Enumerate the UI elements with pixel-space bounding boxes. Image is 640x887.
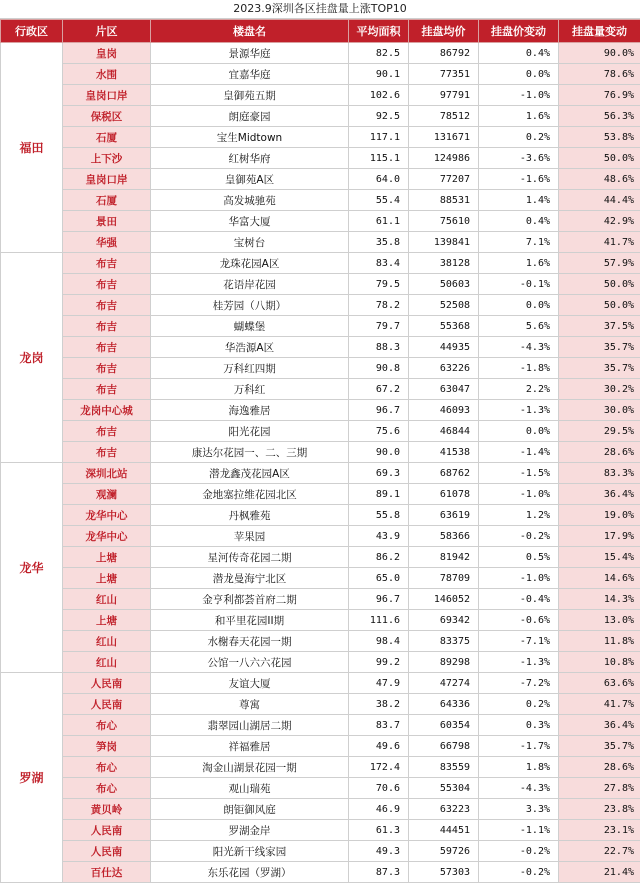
area-cell: 布吉 bbox=[63, 442, 151, 463]
table-row bbox=[1, 274, 640, 295]
estate-cell: 万科红四期 bbox=[151, 358, 349, 379]
avg-size-cell: 61.3 bbox=[349, 820, 409, 841]
avg-size-cell: 87.3 bbox=[349, 862, 409, 883]
table-row bbox=[1, 463, 640, 484]
area-cell: 龙岗中心城 bbox=[63, 400, 151, 421]
table-row bbox=[1, 421, 640, 442]
area-cell: 皇岗 bbox=[63, 43, 151, 64]
area-cell: 观澜 bbox=[63, 484, 151, 505]
avg-size-cell: 82.5 bbox=[349, 43, 409, 64]
table-row bbox=[1, 862, 640, 883]
price-change-cell: -0.1% bbox=[479, 274, 559, 295]
table-row bbox=[1, 547, 640, 568]
area-cell: 人民南 bbox=[63, 673, 151, 694]
avg-price-cell: 44935 bbox=[409, 337, 479, 358]
table-row bbox=[1, 778, 640, 799]
volume-change-cell: 14.6% bbox=[559, 568, 640, 589]
table-row bbox=[1, 190, 640, 211]
avg-price-cell: 46844 bbox=[409, 421, 479, 442]
estate-cell: 皇御苑五期 bbox=[151, 85, 349, 106]
avg-price-cell: 59726 bbox=[409, 841, 479, 862]
table-row bbox=[1, 484, 640, 505]
table-row bbox=[1, 715, 640, 736]
table-row bbox=[1, 673, 640, 694]
price-change-cell: -1.3% bbox=[479, 400, 559, 421]
area-cell: 龙华中心 bbox=[63, 505, 151, 526]
price-change-cell: -3.6% bbox=[479, 148, 559, 169]
avg-price-cell: 47274 bbox=[409, 673, 479, 694]
area-cell: 深圳北站 bbox=[63, 463, 151, 484]
volume-change-cell: 44.4% bbox=[559, 190, 640, 211]
volume-change-cell: 53.8% bbox=[559, 127, 640, 148]
avg-price-cell: 50603 bbox=[409, 274, 479, 295]
volume-change-cell: 37.5% bbox=[559, 316, 640, 337]
header-estate: 楼盘名 bbox=[151, 20, 349, 43]
price-change-cell: -0.6% bbox=[479, 610, 559, 631]
table-row bbox=[1, 589, 640, 610]
volume-change-cell: 22.7% bbox=[559, 841, 640, 862]
table-row bbox=[1, 568, 640, 589]
volume-change-cell: 15.4% bbox=[559, 547, 640, 568]
volume-change-cell: 28.6% bbox=[559, 757, 640, 778]
estate-cell: 苹果园 bbox=[151, 526, 349, 547]
price-change-cell: 0.3% bbox=[479, 715, 559, 736]
avg-price-cell: 38128 bbox=[409, 253, 479, 274]
area-cell: 华强 bbox=[63, 232, 151, 253]
area-cell: 石厦 bbox=[63, 190, 151, 211]
avg-size-cell: 88.3 bbox=[349, 337, 409, 358]
avg-price-cell: 61078 bbox=[409, 484, 479, 505]
estate-cell: 华富大厦 bbox=[151, 211, 349, 232]
volume-change-cell: 13.0% bbox=[559, 610, 640, 631]
avg-price-cell: 69342 bbox=[409, 610, 479, 631]
avg-size-cell: 99.2 bbox=[349, 652, 409, 673]
price-change-cell: -7.2% bbox=[479, 673, 559, 694]
header-price-change: 挂盘价变动 bbox=[479, 20, 559, 43]
avg-size-cell: 172.4 bbox=[349, 757, 409, 778]
avg-size-cell: 115.1 bbox=[349, 148, 409, 169]
avg-size-cell: 79.7 bbox=[349, 316, 409, 337]
area-cell: 景田 bbox=[63, 211, 151, 232]
avg-size-cell: 83.7 bbox=[349, 715, 409, 736]
price-change-cell: 0.4% bbox=[479, 211, 559, 232]
estate-cell: 龙珠花园A区 bbox=[151, 253, 349, 274]
area-cell: 上塘 bbox=[63, 547, 151, 568]
price-change-cell: 0.0% bbox=[479, 421, 559, 442]
price-change-cell: -0.2% bbox=[479, 526, 559, 547]
estate-cell: 友谊大厦 bbox=[151, 673, 349, 694]
table-row bbox=[1, 43, 640, 64]
volume-change-cell: 50.0% bbox=[559, 148, 640, 169]
price-change-cell: -0.2% bbox=[479, 862, 559, 883]
table-row bbox=[1, 757, 640, 778]
avg-size-cell: 61.1 bbox=[349, 211, 409, 232]
estate-cell: 海逸雅居 bbox=[151, 400, 349, 421]
area-cell: 布吉 bbox=[63, 253, 151, 274]
avg-size-cell: 75.6 bbox=[349, 421, 409, 442]
header-avg-price: 挂盘均价 bbox=[409, 20, 479, 43]
volume-change-cell: 29.5% bbox=[559, 421, 640, 442]
avg-size-cell: 86.2 bbox=[349, 547, 409, 568]
avg-price-cell: 68762 bbox=[409, 463, 479, 484]
price-change-cell: 1.2% bbox=[479, 505, 559, 526]
avg-size-cell: 47.9 bbox=[349, 673, 409, 694]
volume-change-cell: 30.2% bbox=[559, 379, 640, 400]
listing-table bbox=[0, 19, 640, 883]
area-cell: 人民南 bbox=[63, 841, 151, 862]
volume-change-cell: 28.6% bbox=[559, 442, 640, 463]
avg-price-cell: 77207 bbox=[409, 169, 479, 190]
table-row bbox=[1, 169, 640, 190]
table-row bbox=[1, 211, 640, 232]
area-cell: 布吉 bbox=[63, 358, 151, 379]
avg-size-cell: 55.4 bbox=[349, 190, 409, 211]
avg-size-cell: 69.3 bbox=[349, 463, 409, 484]
price-change-cell: 1.4% bbox=[479, 190, 559, 211]
estate-cell: 东乐花园（罗湖） bbox=[151, 862, 349, 883]
volume-change-cell: 83.3% bbox=[559, 463, 640, 484]
price-change-cell: -1.5% bbox=[479, 463, 559, 484]
area-cell: 石厦 bbox=[63, 127, 151, 148]
avg-price-cell: 44451 bbox=[409, 820, 479, 841]
estate-cell: 康达尔花园一、二、三期 bbox=[151, 442, 349, 463]
table-row bbox=[1, 316, 640, 337]
avg-price-cell: 89298 bbox=[409, 652, 479, 673]
table-row bbox=[1, 799, 640, 820]
estate-cell: 高发城驰苑 bbox=[151, 190, 349, 211]
volume-change-cell: 42.9% bbox=[559, 211, 640, 232]
area-cell: 上塘 bbox=[63, 568, 151, 589]
table-title: 2023.9深圳各区挂盘量上涨TOP10 bbox=[0, 0, 640, 19]
volume-change-cell: 30.0% bbox=[559, 400, 640, 421]
avg-size-cell: 96.7 bbox=[349, 589, 409, 610]
price-change-cell: -7.1% bbox=[479, 631, 559, 652]
avg-price-cell: 78512 bbox=[409, 106, 479, 127]
avg-size-cell: 90.0 bbox=[349, 442, 409, 463]
price-change-cell: 1.8% bbox=[479, 757, 559, 778]
volume-change-cell: 35.7% bbox=[559, 337, 640, 358]
district-cell: 福田 bbox=[1, 43, 63, 253]
avg-price-cell: 63223 bbox=[409, 799, 479, 820]
price-change-cell: -1.8% bbox=[479, 358, 559, 379]
volume-change-cell: 10.8% bbox=[559, 652, 640, 673]
area-cell: 上下沙 bbox=[63, 148, 151, 169]
volume-change-cell: 76.9% bbox=[559, 85, 640, 106]
estate-cell: 宝树台 bbox=[151, 232, 349, 253]
estate-cell: 阳光新干线家园 bbox=[151, 841, 349, 862]
price-change-cell: -4.3% bbox=[479, 778, 559, 799]
header-volume-change: 挂盘量变动 bbox=[559, 20, 640, 43]
avg-price-cell: 131671 bbox=[409, 127, 479, 148]
area-cell: 布心 bbox=[63, 757, 151, 778]
avg-price-cell: 81942 bbox=[409, 547, 479, 568]
header-row bbox=[1, 20, 640, 43]
table-row bbox=[1, 106, 640, 127]
avg-price-cell: 46093 bbox=[409, 400, 479, 421]
price-change-cell: -1.7% bbox=[479, 736, 559, 757]
avg-price-cell: 88531 bbox=[409, 190, 479, 211]
header-avg-size: 平均面积 bbox=[349, 20, 409, 43]
table-row bbox=[1, 148, 640, 169]
price-change-cell: 5.6% bbox=[479, 316, 559, 337]
estate-cell: 景源华庭 bbox=[151, 43, 349, 64]
volume-change-cell: 90.0% bbox=[559, 43, 640, 64]
price-change-cell: 0.0% bbox=[479, 295, 559, 316]
area-cell: 人民南 bbox=[63, 820, 151, 841]
price-change-cell: -0.2% bbox=[479, 841, 559, 862]
district-cell: 龙华 bbox=[1, 463, 63, 673]
volume-change-cell: 50.0% bbox=[559, 274, 640, 295]
estate-cell: 翡翠园山湖居二期 bbox=[151, 715, 349, 736]
area-cell: 布吉 bbox=[63, 421, 151, 442]
price-change-cell: -1.0% bbox=[479, 85, 559, 106]
area-cell: 布吉 bbox=[63, 337, 151, 358]
price-change-cell: 7.1% bbox=[479, 232, 559, 253]
table-row bbox=[1, 610, 640, 631]
table-row bbox=[1, 64, 640, 85]
avg-size-cell: 67.2 bbox=[349, 379, 409, 400]
area-cell: 红山 bbox=[63, 589, 151, 610]
area-cell: 水围 bbox=[63, 64, 151, 85]
price-change-cell: -1.6% bbox=[479, 169, 559, 190]
estate-cell: 和平里花园II期 bbox=[151, 610, 349, 631]
estate-cell: 桂芳园（八期） bbox=[151, 295, 349, 316]
table-row bbox=[1, 505, 640, 526]
volume-change-cell: 36.4% bbox=[559, 715, 640, 736]
estate-cell: 万科红 bbox=[151, 379, 349, 400]
price-change-cell: 1.6% bbox=[479, 106, 559, 127]
price-change-cell: -1.3% bbox=[479, 652, 559, 673]
estate-cell: 花语岸花园 bbox=[151, 274, 349, 295]
table-row bbox=[1, 841, 640, 862]
price-change-cell: 0.5% bbox=[479, 547, 559, 568]
avg-size-cell: 70.6 bbox=[349, 778, 409, 799]
avg-price-cell: 86792 bbox=[409, 43, 479, 64]
area-cell: 布吉 bbox=[63, 274, 151, 295]
price-change-cell: -0.4% bbox=[479, 589, 559, 610]
estate-cell: 阳光花园 bbox=[151, 421, 349, 442]
volume-change-cell: 57.9% bbox=[559, 253, 640, 274]
avg-size-cell: 55.8 bbox=[349, 505, 409, 526]
avg-price-cell: 77351 bbox=[409, 64, 479, 85]
estate-cell: 水榭春天花园一期 bbox=[151, 631, 349, 652]
estate-cell: 尊寓 bbox=[151, 694, 349, 715]
area-cell: 红山 bbox=[63, 652, 151, 673]
area-cell: 布心 bbox=[63, 778, 151, 799]
area-cell: 布吉 bbox=[63, 379, 151, 400]
avg-price-cell: 60354 bbox=[409, 715, 479, 736]
table-row bbox=[1, 442, 640, 463]
estate-cell: 丹枫雅苑 bbox=[151, 505, 349, 526]
avg-size-cell: 64.0 bbox=[349, 169, 409, 190]
avg-price-cell: 124986 bbox=[409, 148, 479, 169]
price-change-cell: 0.4% bbox=[479, 43, 559, 64]
avg-price-cell: 64336 bbox=[409, 694, 479, 715]
price-change-cell: 0.0% bbox=[479, 64, 559, 85]
area-cell: 红山 bbox=[63, 631, 151, 652]
avg-size-cell: 92.5 bbox=[349, 106, 409, 127]
avg-price-cell: 139841 bbox=[409, 232, 479, 253]
table-row bbox=[1, 694, 640, 715]
avg-price-cell: 41538 bbox=[409, 442, 479, 463]
area-cell: 黄贝岭 bbox=[63, 799, 151, 820]
estate-cell: 朗庭豪园 bbox=[151, 106, 349, 127]
estate-cell: 金亨利都荟首府二期 bbox=[151, 589, 349, 610]
avg-size-cell: 43.9 bbox=[349, 526, 409, 547]
area-cell: 保税区 bbox=[63, 106, 151, 127]
avg-price-cell: 63047 bbox=[409, 379, 479, 400]
avg-price-cell: 57303 bbox=[409, 862, 479, 883]
estate-cell: 金地塞拉维花园北区 bbox=[151, 484, 349, 505]
estate-cell: 华浩源A区 bbox=[151, 337, 349, 358]
avg-size-cell: 49.6 bbox=[349, 736, 409, 757]
estate-cell: 宜嘉华庭 bbox=[151, 64, 349, 85]
area-cell: 上塘 bbox=[63, 610, 151, 631]
table-row bbox=[1, 253, 640, 274]
estate-cell: 潜龙曼海宁北区 bbox=[151, 568, 349, 589]
price-change-cell: -1.0% bbox=[479, 568, 559, 589]
estate-cell: 祥福雅居 bbox=[151, 736, 349, 757]
table-row bbox=[1, 85, 640, 106]
avg-price-cell: 66798 bbox=[409, 736, 479, 757]
district-cell: 罗湖 bbox=[1, 673, 63, 883]
price-change-cell: -4.3% bbox=[479, 337, 559, 358]
table-row bbox=[1, 232, 640, 253]
avg-size-cell: 83.4 bbox=[349, 253, 409, 274]
area-cell: 笋岗 bbox=[63, 736, 151, 757]
price-change-cell: 1.6% bbox=[479, 253, 559, 274]
table-row bbox=[1, 337, 640, 358]
estate-cell: 红树华府 bbox=[151, 148, 349, 169]
area-cell: 皇岗口岸 bbox=[63, 169, 151, 190]
volume-change-cell: 21.4% bbox=[559, 862, 640, 883]
volume-change-cell: 19.0% bbox=[559, 505, 640, 526]
price-change-cell: 2.2% bbox=[479, 379, 559, 400]
avg-size-cell: 79.5 bbox=[349, 274, 409, 295]
avg-price-cell: 83559 bbox=[409, 757, 479, 778]
volume-change-cell: 50.0% bbox=[559, 295, 640, 316]
price-change-cell: 0.2% bbox=[479, 694, 559, 715]
table-row bbox=[1, 820, 640, 841]
estate-cell: 观山瑞苑 bbox=[151, 778, 349, 799]
price-change-cell: 3.3% bbox=[479, 799, 559, 820]
price-change-cell: -1.4% bbox=[479, 442, 559, 463]
area-cell: 龙华中心 bbox=[63, 526, 151, 547]
avg-price-cell: 83375 bbox=[409, 631, 479, 652]
volume-change-cell: 56.3% bbox=[559, 106, 640, 127]
volume-change-cell: 78.6% bbox=[559, 64, 640, 85]
avg-size-cell: 35.8 bbox=[349, 232, 409, 253]
estate-cell: 皇御苑A区 bbox=[151, 169, 349, 190]
avg-size-cell: 90.1 bbox=[349, 64, 409, 85]
table-row bbox=[1, 526, 640, 547]
avg-size-cell: 49.3 bbox=[349, 841, 409, 862]
avg-size-cell: 117.1 bbox=[349, 127, 409, 148]
price-change-cell: -1.0% bbox=[479, 484, 559, 505]
area-cell: 布吉 bbox=[63, 316, 151, 337]
price-change-cell: 0.2% bbox=[479, 127, 559, 148]
avg-size-cell: 96.7 bbox=[349, 400, 409, 421]
area-cell: 人民南 bbox=[63, 694, 151, 715]
area-cell: 布心 bbox=[63, 715, 151, 736]
table-row bbox=[1, 736, 640, 757]
table-row bbox=[1, 295, 640, 316]
volume-change-cell: 27.8% bbox=[559, 778, 640, 799]
avg-size-cell: 78.2 bbox=[349, 295, 409, 316]
avg-size-cell: 65.0 bbox=[349, 568, 409, 589]
avg-size-cell: 90.8 bbox=[349, 358, 409, 379]
volume-change-cell: 17.9% bbox=[559, 526, 640, 547]
avg-price-cell: 146052 bbox=[409, 589, 479, 610]
avg-price-cell: 52508 bbox=[409, 295, 479, 316]
avg-size-cell: 111.6 bbox=[349, 610, 409, 631]
volume-change-cell: 11.8% bbox=[559, 631, 640, 652]
avg-price-cell: 75610 bbox=[409, 211, 479, 232]
header-area: 片区 bbox=[63, 20, 151, 43]
avg-size-cell: 89.1 bbox=[349, 484, 409, 505]
avg-size-cell: 98.4 bbox=[349, 631, 409, 652]
table-row bbox=[1, 379, 640, 400]
estate-cell: 星河传奇花园二期 bbox=[151, 547, 349, 568]
avg-price-cell: 55304 bbox=[409, 778, 479, 799]
table-row bbox=[1, 652, 640, 673]
volume-change-cell: 35.7% bbox=[559, 736, 640, 757]
avg-size-cell: 102.6 bbox=[349, 85, 409, 106]
volume-change-cell: 41.7% bbox=[559, 232, 640, 253]
district-cell: 龙岗 bbox=[1, 253, 63, 463]
estate-cell: 朗钜御风庭 bbox=[151, 799, 349, 820]
header-district: 行政区 bbox=[1, 20, 63, 43]
table-body bbox=[1, 43, 640, 883]
avg-price-cell: 63226 bbox=[409, 358, 479, 379]
area-cell: 布吉 bbox=[63, 295, 151, 316]
avg-price-cell: 78709 bbox=[409, 568, 479, 589]
table-row bbox=[1, 631, 640, 652]
volume-change-cell: 41.7% bbox=[559, 694, 640, 715]
area-cell: 皇岗口岸 bbox=[63, 85, 151, 106]
volume-change-cell: 35.7% bbox=[559, 358, 640, 379]
volume-change-cell: 23.8% bbox=[559, 799, 640, 820]
avg-price-cell: 58366 bbox=[409, 526, 479, 547]
table-row bbox=[1, 127, 640, 148]
area-cell: 百仕达 bbox=[63, 862, 151, 883]
volume-change-cell: 14.3% bbox=[559, 589, 640, 610]
estate-cell: 罗湖金岸 bbox=[151, 820, 349, 841]
avg-price-cell: 55368 bbox=[409, 316, 479, 337]
avg-size-cell: 46.9 bbox=[349, 799, 409, 820]
volume-change-cell: 63.6% bbox=[559, 673, 640, 694]
table-row bbox=[1, 358, 640, 379]
estate-cell: 公馆一八六六花园 bbox=[151, 652, 349, 673]
volume-change-cell: 23.1% bbox=[559, 820, 640, 841]
avg-price-cell: 97791 bbox=[409, 85, 479, 106]
estate-cell: 宝生Midtown bbox=[151, 127, 349, 148]
avg-price-cell: 63619 bbox=[409, 505, 479, 526]
estate-cell: 淘金山湖景花园一期 bbox=[151, 757, 349, 778]
estate-cell: 蝴蝶堡 bbox=[151, 316, 349, 337]
avg-size-cell: 38.2 bbox=[349, 694, 409, 715]
volume-change-cell: 36.4% bbox=[559, 484, 640, 505]
price-change-cell: -1.1% bbox=[479, 820, 559, 841]
estate-cell: 潜龙鑫茂花园A区 bbox=[151, 463, 349, 484]
table-row bbox=[1, 400, 640, 421]
volume-change-cell: 48.6% bbox=[559, 169, 640, 190]
